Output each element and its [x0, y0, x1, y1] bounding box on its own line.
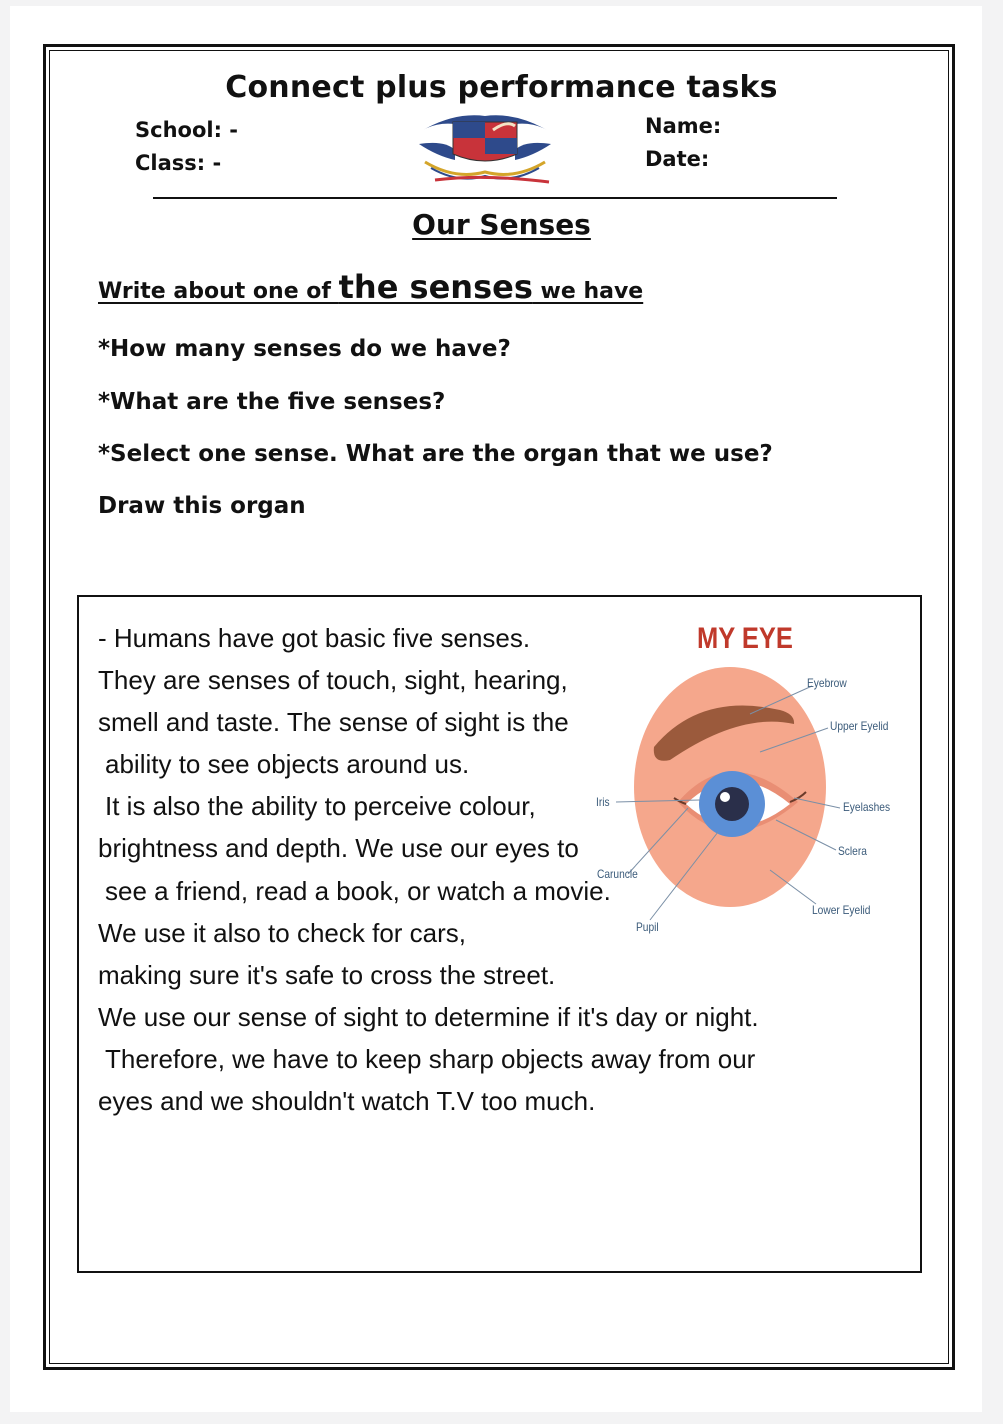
pupil-shape	[715, 787, 749, 821]
answer-line: - Humans have got basic five senses.	[98, 623, 531, 653]
answer-line: We use it also to check for cars,	[98, 918, 466, 948]
answer-line: We use our sense of sight to determine if it's day or night.	[98, 1002, 759, 1032]
pupil-label: Pupil	[636, 920, 659, 934]
answer-line: Therefore, we have to keep sharp objects away from our	[105, 1044, 756, 1074]
answer-line: eyes and we shouldn't watch T.V too much.	[98, 1086, 596, 1116]
diagram-title: MY EYE	[697, 622, 793, 655]
lower-eyelid-label: Lower Eyelid	[812, 903, 871, 917]
prompt-text-3: we have	[532, 279, 644, 304]
answer-line: It is also the ability to perceive colour,	[105, 791, 536, 821]
page-title: Connect plus performance tasks	[225, 70, 778, 105]
prompt-text-1: Write about one of	[98, 279, 339, 304]
question-3: *Select one sense. What are the organ that we use?	[98, 441, 773, 467]
question-4: Draw this organ	[98, 493, 306, 519]
upper-eyelid-label: Upper Eyelid	[830, 719, 889, 733]
answer-line: They are senses of touch, sight, hearing,	[98, 665, 568, 695]
answer-line: ability to see objects around us.	[105, 749, 470, 779]
eyelashes-label: Eyelashes	[843, 800, 891, 814]
date-label: Date:	[645, 147, 710, 171]
caruncle-label: Caruncle	[597, 867, 638, 881]
answer-line: see a friend, read a book, or watch a movie.	[105, 876, 611, 906]
eye-diagram	[590, 652, 920, 942]
school-logo-icon	[415, 110, 555, 188]
header-divider	[153, 197, 837, 199]
sclera-label: Sclera	[838, 844, 867, 858]
prompt-text-2: the senses	[338, 268, 533, 306]
school-label: School: -	[135, 118, 239, 142]
answer-line: brightness and depth. We use our eyes to	[98, 833, 579, 863]
answer-line: smell and taste. The sense of sight is the	[98, 707, 569, 737]
eye-highlight	[720, 792, 730, 802]
question-2: *What are the five senses?	[98, 389, 446, 415]
question-1: *How many senses do we have?	[98, 336, 511, 362]
eyebrow-label: Eyebrow	[807, 676, 847, 690]
class-label: Class: -	[135, 151, 222, 175]
name-label: Name:	[645, 114, 722, 138]
answer-line: making sure it's safe to cross the street.	[98, 960, 556, 990]
worksheet-subtitle: Our Senses	[412, 208, 591, 241]
iris-label: Iris	[596, 795, 610, 809]
writing-prompt	[98, 268, 643, 306]
